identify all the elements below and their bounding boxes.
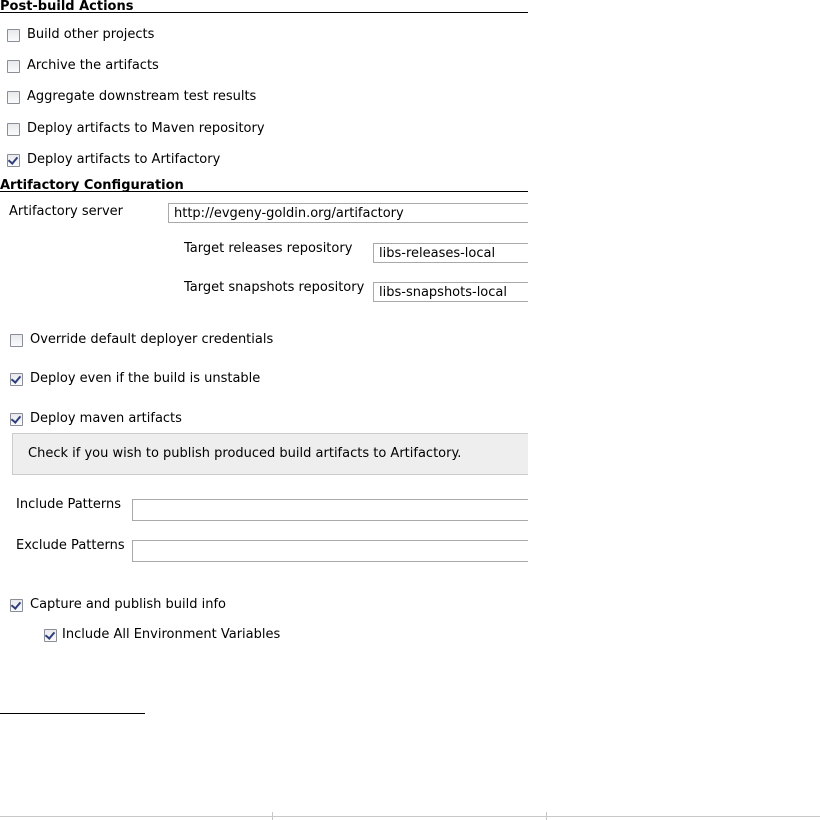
option-label: Include All Environment Variables — [62, 627, 281, 642]
option-label: Deploy artifacts to Artifactory — [27, 152, 221, 167]
checkbox[interactable] — [44, 629, 57, 642]
checkbox[interactable] — [10, 373, 23, 386]
option-label: Deploy artifacts to Maven repository — [27, 121, 265, 136]
target-releases-select[interactable]: libs-releases-local — [373, 243, 528, 263]
option-label: Build other projects — [27, 27, 155, 42]
artifactory-server-label: Artifactory server — [9, 204, 124, 219]
checkbox[interactable] — [7, 60, 20, 73]
bottom-divider — [0, 816, 820, 817]
target-releases-label: Target releases repository — [184, 241, 353, 256]
exclude-patterns-input[interactable] — [132, 540, 528, 562]
artifactory-configuration-header: Artifactory Configuration — [0, 179, 528, 192]
checkbox[interactable] — [10, 599, 23, 612]
option-label: Aggregate downstream test results — [27, 89, 257, 104]
checkbox[interactable] — [10, 334, 23, 347]
checkbox[interactable] — [7, 29, 20, 42]
option-label: Override default deployer credentials — [30, 332, 274, 347]
target-snapshots-label: Target snapshots repository — [184, 280, 365, 295]
option-label: Deploy maven artifacts — [30, 411, 182, 426]
checkbox[interactable] — [7, 154, 20, 167]
checkbox[interactable] — [7, 123, 20, 136]
deploy-maven-help-box — [12, 433, 528, 475]
checkbox[interactable] — [10, 413, 23, 426]
include-patterns-label: Include Patterns — [16, 497, 121, 512]
artifactory-server-select[interactable]: http://evgeny-goldin.org/artifactory — [168, 203, 528, 223]
target-snapshots-select[interactable]: libs-snapshots-local — [373, 282, 528, 302]
checkbox[interactable] — [7, 91, 20, 104]
option-label: Archive the artifacts — [27, 58, 159, 73]
bottom-tick-right — [546, 812, 547, 820]
option-label: Deploy even if the build is unstable — [30, 371, 261, 386]
include-patterns-input[interactable] — [132, 499, 528, 521]
short-divider — [0, 713, 145, 714]
help-text: Check if you wish to publish produced build artifacts to Artifactory. — [28, 446, 462, 461]
bottom-tick-left — [272, 812, 273, 820]
option-label: Capture and publish build info — [30, 597, 227, 612]
exclude-patterns-label: Exclude Patterns — [16, 538, 125, 553]
post-build-actions-header: Post-build Actions — [0, 0, 528, 13]
